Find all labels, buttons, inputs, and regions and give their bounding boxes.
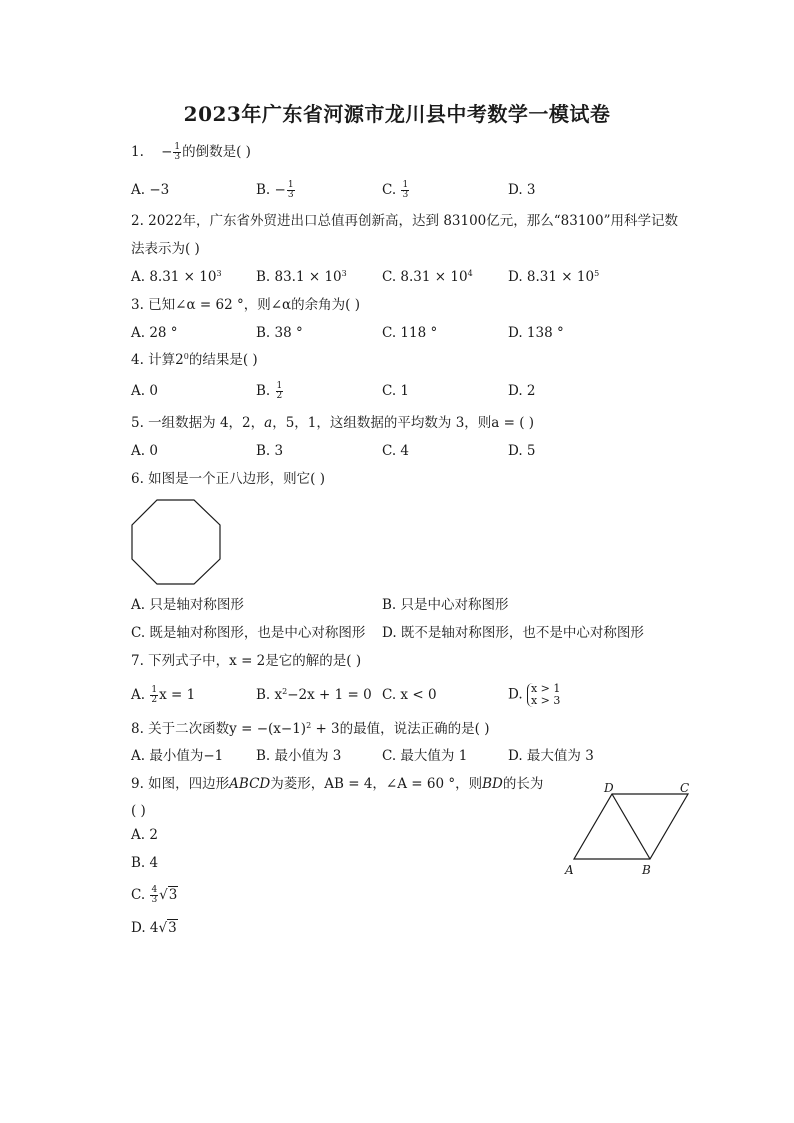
question-9-option-d: D. 4√3 (131, 920, 177, 936)
question-4-option-a: A. 0 (131, 383, 158, 399)
question-5-option-c: C. 4 (382, 443, 410, 459)
question-6-option-b: B. 只是中心对称图形 (382, 597, 509, 613)
question-9-stem: 9. 如图，四边形ABCD为菱形，AB = 4，∠A = 60 °，则BD的长为 (131, 776, 544, 792)
question-3-option-a: A. 28 ° (131, 325, 178, 341)
question-5-option-d: D. 5 (508, 443, 536, 459)
question-1-option-d: D. 3 (508, 182, 536, 198)
question-3-option-c: C. 118 ° (382, 325, 438, 341)
question-2-option-b: B. $83.1 \times 10^3$ (256, 269, 347, 285)
vertex-label-d: D (604, 781, 614, 795)
question-9-option-b: B. 4 (131, 855, 159, 871)
question-1-option-a: A. −3 (131, 182, 170, 198)
question-7-option-a: A. $\frac{1}{2}$ x = 1 (131, 685, 196, 705)
question-4-option-d: D. 2 (508, 383, 536, 399)
inequality-system: x > 1 x > 3 (527, 683, 560, 707)
question-4-option-b: B. $\frac{1}{2}$ (256, 381, 283, 401)
question-2-option-a: A. $8.31 \times 10^3$ (131, 269, 222, 285)
question-6-stem: 6. 如图是一个正八边形，则它( ) (131, 471, 325, 487)
question-6-option-c: C. 既是轴对称图形，也是中心对称图形 (131, 625, 366, 641)
fraction: $\frac{1}{3}$ (174, 142, 181, 162)
rhombus-figure (560, 780, 700, 880)
question-4-option-c: C. 1 (382, 383, 410, 399)
question-2-stem-line-2: 法表示为( ) (131, 241, 200, 257)
question-8-option-d: D. 最大值为 3 (508, 748, 594, 764)
question-2-stem-line-1: 2. 2022年，广东省外贸进出口总值再创新高，达到 83100亿元，那么“83100”用科学记数 (131, 213, 679, 229)
question-6-option-a: A. 只是轴对称图形 (131, 597, 244, 613)
octagon-figure (131, 499, 221, 585)
question-7-option-d: D. x > 1 x > 3 (508, 682, 561, 707)
vertex-label-a: A (565, 863, 574, 877)
question-8-stem: 8. 关于二次函数$y = -(x-1)^2 + 3$的最值，说法正确的是( ) (131, 721, 490, 737)
question-2-option-c: C. $8.31 \times 10^4$ (382, 269, 473, 285)
question-7-option-b: B. $x^2-2x + 1 = 0$ (256, 687, 372, 703)
question-6-option-d: D. 既不是轴对称图形，也不是中心对称图形 (382, 625, 644, 641)
exam-title: 2023年广东省河源市龙川县中考数学一模试卷 (183, 102, 611, 126)
question-4-stem: 4. 计算$2^0$的结果是( ) (131, 352, 258, 368)
question-5-option-b: B. 3 (256, 443, 284, 459)
vertex-label-b: B (642, 863, 651, 877)
question-2-option-d: D. $8.31 \times 10^5$ (508, 269, 600, 285)
question-3-option-b: B. 38 ° (256, 325, 303, 341)
question-8-option-a: A. 最小值为−1 (131, 748, 224, 764)
question-8-option-c: C. 最大值为 1 (382, 748, 468, 764)
question-5-option-a: A. 0 (131, 443, 158, 459)
question-1-stem: 1. − $\frac{1}{3}$ 的倒数是( ) (131, 142, 251, 162)
question-9-option-a: A. 2 (131, 827, 158, 843)
question-5-stem: 5. 一组数据为 4，2，a，5，1，这组数据的平均数为 3，则a = ( ) (131, 415, 535, 431)
question-1-option-b: B. − $\frac{1}{3}$ (256, 180, 294, 200)
question-1-option-c: C. $\frac{1}{3}$ (382, 180, 409, 200)
vertex-label-c: C (680, 781, 690, 795)
question-7-option-c: C. x < 0 (382, 687, 437, 703)
question-8-option-b: B. 最小值为 3 (256, 748, 342, 764)
question-7-stem: 7. 下列式子中，x = 2是它的解的是( ) (131, 653, 362, 669)
question-9-option-c: C. $\frac{4}{3}$ √3 (131, 885, 178, 905)
question-3-stem: 3. 已知∠α = 62 °，则∠α的余角为( ) (131, 297, 360, 313)
question-3-option-d: D. 138 ° (508, 325, 564, 341)
diagonal-bd (612, 794, 650, 859)
question-9-stem-line-2: ( ) (131, 803, 146, 819)
